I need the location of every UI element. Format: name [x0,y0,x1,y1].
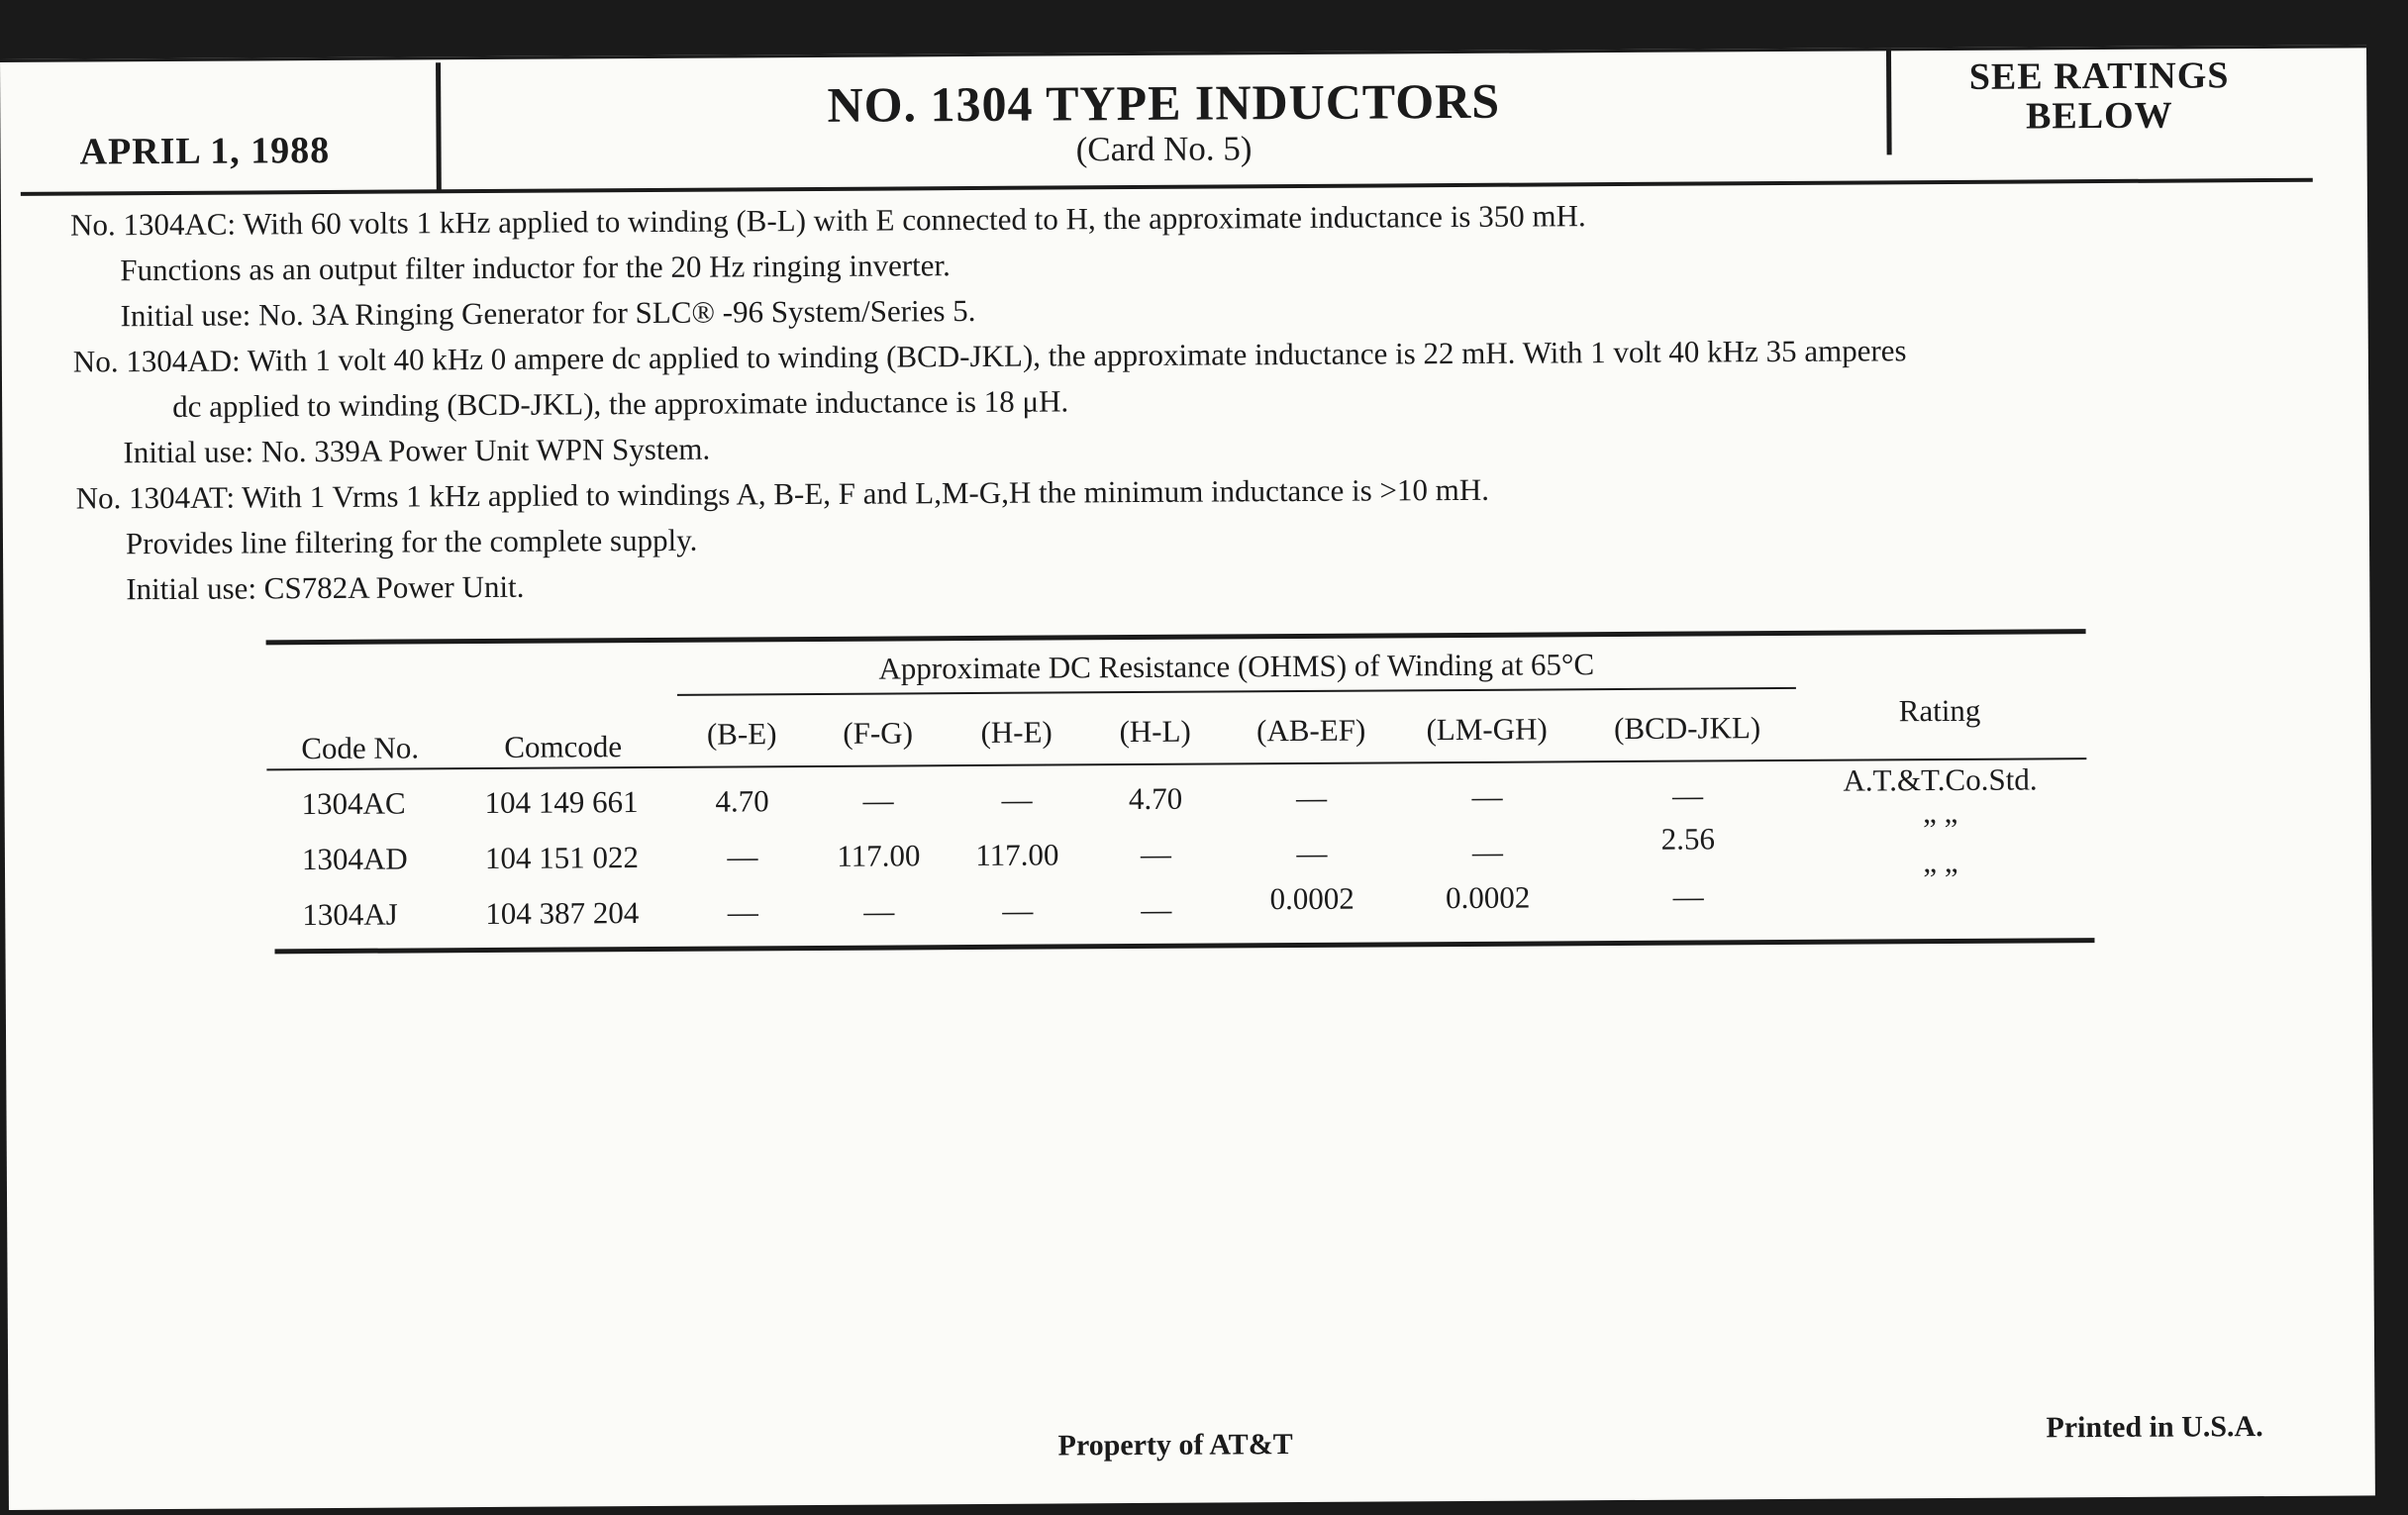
issue-date: APRIL 1, 1988 [79,129,331,173]
cell-h-l: — [1140,836,1172,871]
paragraph-1304ad: No. 1304AD: With 1 volt 40 kHz 0 ampere dc applied to winding (BCD-JKL), the approximate inductance is 22 mH. With 1 volt 40 kHz 35 amperes [72,333,1907,379]
cell-rating: ” ” [1923,860,1958,897]
col-header-bcd-jkl: (BCD-JKL) [1613,710,1761,747]
cell-f-g: — [863,893,895,929]
ratings-line-1: SEE RATINGS [1968,54,2230,98]
cell-b-e: — [727,894,758,930]
cell-h-e: 117.00 [975,837,1059,872]
col-header-h-l: (H-L) [1119,713,1191,750]
property-notice: Property of AT&T [1057,1428,1293,1463]
cell-rating: A.T.&T.Co.Std. [1843,761,2038,798]
ratings-note [1901,55,2297,137]
col-header-h-e: (H-E) [980,714,1053,750]
header-bottom-rule [21,178,2313,196]
header-divider-right [1886,48,1892,154]
header-divider-left [436,62,442,191]
col-header-code: Code No. [301,730,420,766]
cell-code: 1304AD [301,841,408,877]
table-top-rule [266,629,2086,645]
col-header-comcode: Comcode [504,729,623,764]
cell-h-l: — [1141,891,1172,927]
cell-ab-ef: — [1295,779,1328,816]
col-header-b-e: (B-E) [706,716,777,752]
cell-h-l: 4.70 [1128,780,1183,817]
col-header-lm-gh: (LM-GH) [1426,711,1548,748]
reference-card [0,45,2375,1510]
cell-f-g: 117.00 [837,838,921,873]
paragraph-1304ad-cont: dc applied to winding (BCD-JKL), the approximate inductance is 18 μH. [172,383,1069,424]
group-header-rule [677,687,1796,696]
col-header-ab-ef: (AB-EF) [1255,712,1366,749]
page-title: NO. 1304 TYPE INDUCTORS [827,72,1501,133]
printed-notice: Printed in U.S.A. [2046,1410,2263,1445]
cell-h-e: — [1002,892,1034,928]
cell-lm-gh: — [1471,778,1503,814]
col-header-rating: Rating [1898,692,1981,729]
cell-code: 1304AJ [302,896,398,933]
cell-ab-ef: — [1296,835,1328,871]
cell-comcode: 104 387 204 [485,895,640,932]
ratings-line-2: BELOW [2025,94,2173,138]
cell-b-e: — [727,839,758,874]
group-header: Approximate DC Resistance (OHMS) of Winding at 65°C [878,647,1595,686]
cell-comcode: 104 151 022 [484,840,640,876]
cell-lm-gh: 0.0002 [1445,879,1531,916]
card-number: (Card No. 5) [1075,129,1253,169]
cell-bcd-jkl: 2.56 [1660,821,1716,857]
cell-f-g: — [862,782,894,818]
cell-ab-ef: 0.0002 [1269,880,1354,917]
paragraph-1304at: No. 1304AT: With 1 Vrms 1 kHz applied to windings A, B-E, F and L,M-G,H the minimum inductance is >10 mH. [75,471,1490,516]
paragraph-1304at-use: Initial use: CS782A Power Unit. [126,568,525,607]
paragraph-1304ac-use: Initial use: No. 3A Ringing Generator for SLC® -96 System/Series 5. [120,292,976,334]
paragraph-1304ad-use: Initial use: No. 339A Power Unit WPN System. [123,431,711,470]
cell-b-e: 4.70 [715,783,769,819]
cell-comcode: 104 149 661 [484,784,639,821]
cell-bcd-jkl: — [1671,777,1704,813]
paragraph-1304ac: No. 1304AC: With 60 volts 1 kHz applied to winding (B-L) with E connected to H, the approximate inductance is 350 mH. [69,198,1586,243]
col-header-f-g: (F-G) [843,715,914,751]
cell-h-e: — [1001,781,1033,817]
paragraph-1304at-function: Provides line filtering for the complete supply. [125,522,698,561]
cell-bcd-jkl: — [1672,878,1704,914]
table-bottom-rule [274,938,2094,954]
cell-rating: ” ” [1923,811,1958,848]
cell-code: 1304AC [301,785,406,822]
cell-lm-gh: — [1471,834,1504,869]
paragraph-1304ac-function: Functions as an output filter inductor for the 20 Hz ringing inverter. [120,248,951,288]
